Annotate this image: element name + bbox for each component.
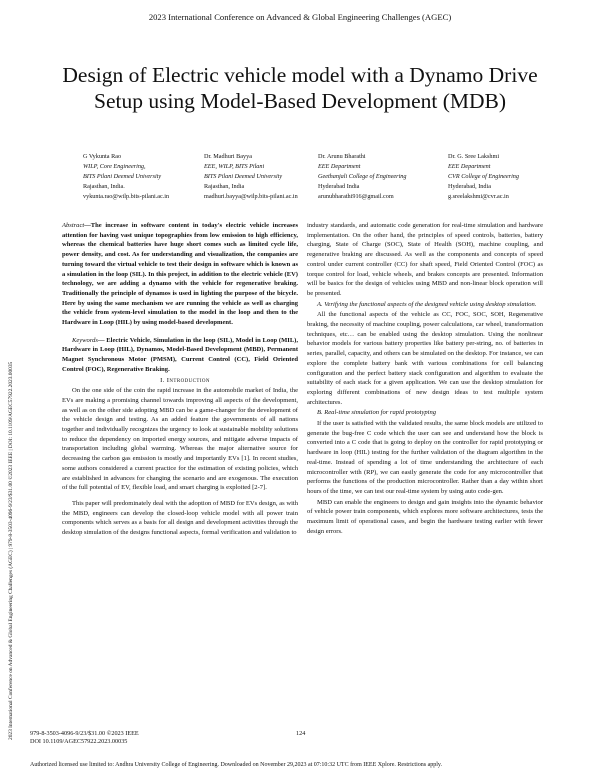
author-3 [318, 152, 407, 202]
abstract [62, 221, 298, 328]
section-heading-introduction: I. Introduction [160, 376, 210, 384]
keywords [62, 336, 298, 375]
left-column [62, 221, 298, 539]
author-4 [448, 152, 519, 202]
doi-sidebar-text: 2023 International Conference on Advanced & Global Engineering Challenges (AGEC) | 979-8-3503-4096-9/23/$31.00 ©2023 IEEE | DOI: 10.1109/AGEC57922.2023.00035 [8, 361, 14, 740]
paper-title: Design of Electric vehicle model with a Dynamo Drive Setup using Model-Based Development (MDB) [62, 63, 538, 113]
introduction-heading-text: Introduction [166, 376, 210, 384]
conference-header: 2023 International Conference on Advanced & Global Engineering Challenges (AGEC) [148, 12, 452, 22]
footer-isbn: 979-8-3503-4096-9/23/$31.00 ©2023 IEEE [30, 730, 139, 737]
author-role: EEE, WILP, BITS Pilani [204, 163, 265, 170]
author-email: g.sreelakshmi@cvr.ac.in [448, 193, 509, 200]
author-name: Dr. Arunu Bharathi [318, 153, 366, 160]
right-column [307, 221, 543, 538]
author-place: Rajasthan, India. [83, 183, 125, 190]
author-place: Rajasthan, India [204, 183, 245, 190]
author-name: G Vykunta Rao [83, 153, 122, 160]
body-paragraph: industry standards, and automatic code generation for real-time simulation and hardware implementation. On the other hand, the principles of speed controls, batteries, battery charging, State of Charge (SOC), State of Health (SOH), machine coupling, and regenerative braking are discussed. As well as the components and concepts of speed control under current controller (CC) for shaft speed, Field Oriented Control (FOC) as torque control for load, vehicle wheels, and brakes concepts are presented. Information will be basics for the design of vehicles using MBD and non-linear block operation will be presented. [307, 222, 543, 297]
author-email: arunubharathi916@gmail.com [318, 193, 394, 200]
author-name: Dr. Madhuri Bayya [204, 153, 252, 160]
author-block [0, 152, 600, 212]
abstract-lead: Abstract [62, 222, 85, 229]
body-paragraph: MBD can enable the engineers to design and gain insights into the dynamic behavior of vehicle power train components, which explores more software architectures, tests the maximum limit of operational cases, and begin the hardware testing earlier with fewer design errors. [307, 498, 543, 535]
subsection-heading-b: B. Real-time simulation for rapid prototyping [317, 409, 437, 417]
page-number: 124 [296, 730, 306, 737]
page-footer [30, 730, 590, 746]
body-paragraph: All the functional aspects of the vehicle as CC, FOC, SOC, SOH, Regenerative braking, the necessity of machine coupling, power calculations, car wheel, transformation techniques, etc… can be enabled using the desktop simulation. Using the nonlinear behavior models for various battery properties like battery per-string, no. of batteries in series, parallel, capacity, and others can be simulated on the desktop. For instance, we can explore the complete battery bank with various combinations for cell balancing configuration and the perfect battery stack configuration and algorithm to evaluate the suitability of each stack for a given application. We can use the desktop simulation for exploring different combinations of new design ideas to test multiple system architectures. [307, 311, 543, 406]
subsection-heading-a: A. Verifying the functional aspects of the designed vehicle using desktop simulation. [317, 300, 537, 308]
author-org: BITS Pilani Deemed University [204, 173, 283, 180]
body-paragraph: If the user is satisfied with the validated results, the same block models are utilized to generate the bug-free C code which the user can see and understand how the block is converted into a C code that is going to deploy on the controller for rapid prototyping or hardware in loop (HIL) testing for the further validation of the diagram algorithm in the real-time. Instead of spending a lot of time understanding the architecture of each microcontroller with (RP), we can easily generate the code for any microcontroller that performs the functions of the production microcontroller. Rather than a day within short hours of the time, we can test our real-time system by using auto code-gen. [307, 420, 543, 495]
keywords-lead: Keywords [72, 336, 98, 344]
footer-doi: DOI 10.1109/AGEC57922.2023.00035 [30, 738, 128, 745]
author-role: EEE Department [448, 163, 491, 170]
author-role: EEE Department [318, 163, 361, 170]
license-notice: Authorized licensed use limited to: Andhra University College of Engineering. Downloaded on November 29,2023 at 07:10:32 UTC from IEEE Xplore. Restrictions apply. [30, 762, 443, 768]
author-email: vykunta.rao@wilp.bits-pilani.ac.in [83, 193, 170, 200]
author-2 [204, 152, 298, 202]
doi-sidebar [2, 200, 14, 740]
intro-paragraph: On the one side of the coin the rapid increase in the automobile market of India, the EVs are making a promising channel towards improving all aspects of the development, as well as on the other side adopting MBD can be a game-changer for the development of the vehicle design and testing. As an added feature the governments of all nations together and individually recognizes the urgency to look at sustainable mobility solutions to reduce the dependency on imported energy sources, and mitigate adverse impacts of transportation including global warming. Whereas the major alternative source for decreasing the carbon gas emission is mostly and importantly EVs [1]. In recent studies, some authors considered a current practice for the estimation of existing policies, which are established in advances for changing the scenario and are exogenous. The execution of the full potential of EV, flexible load, and smart charging is exploited [2-7]. [62, 387, 298, 492]
author-role: WILP, Core Engineering, [83, 163, 146, 170]
author-place: Hyderabad India [318, 183, 360, 190]
author-email: madhuri.bayya@wilp.bits-pilani.ac.in [204, 193, 298, 200]
keywords-text: — Electric Vehicle, Simulation in the loop (SIL), Model in Loop (MIL), Hardware in Loop (HIL), Dynamos, Model-Based Development (MBD), Permanent Magnet Synchronous Motor (PMSM), Current Control (CC), Field Oriented Control (FOC), Regenerative Braking. [62, 336, 298, 373]
author-org: BITS Pilani Deemed University [83, 173, 162, 180]
author-1 [83, 152, 169, 202]
intro-paragraph: This paper will predominately deal with the adoption of MBD for EVs design, as with the MBD, engineers can develop the closed-loop vehicle model with all power train components which serves as a basis for all design and development activities through the desktop simulation of the designs functional aspects, formal verification and validation to [62, 499, 298, 537]
abstract-text: —The increase in software content in today's electric vehicle increases attention for having vast unique topographies from low emission to high efficiency, whereas the chemical batteries have huge short comes such as limited cycle life, power density, and cost. As for understanding and visualization, the companies are turning toward the virtual vehicle to test their design in software which is known as a simulation in the loop (SIL). In this project, in addition to the electric vehicle (EV) technology, we are adding a dynamo with the vehicle for regenerative braking. Traditionally the principle of dynamos is used in lighting the purpose of the bicycle. Here by using the same mechanism we are running the vehicle as well as charging the vehicle from system-level simulation to the model in the loop and then to the Hardware in Loop (HIL) by using model-based development. [62, 222, 298, 327]
author-org: Geethanjali College of Engineering [318, 173, 407, 180]
author-org: CVR College of Engineering [448, 173, 519, 180]
author-name: Dr. G. Sree Lakshmi [448, 153, 500, 160]
author-place: Hyderabad, India [448, 183, 491, 190]
